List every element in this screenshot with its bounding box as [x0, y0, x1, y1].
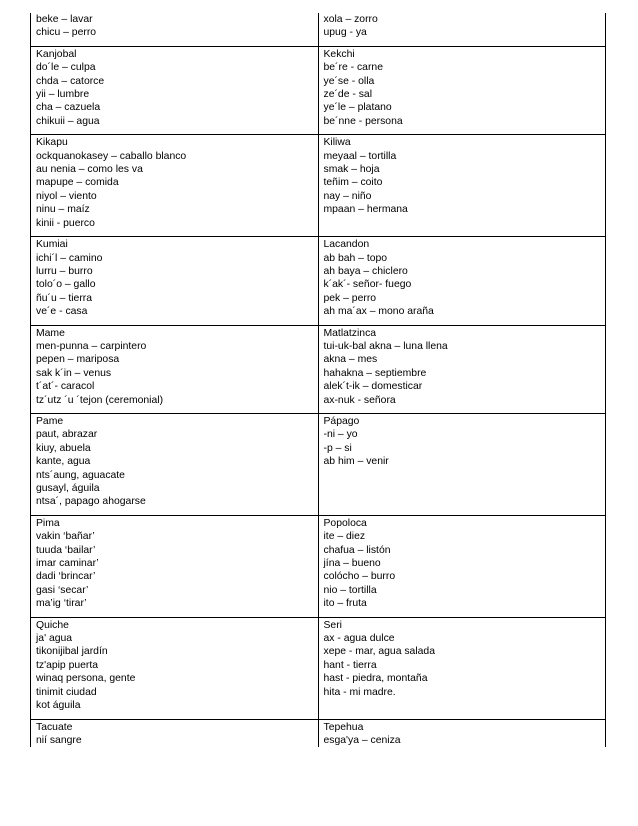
word-entry: cha – cazuela [36, 102, 101, 114]
word-entry: hast - piedra, montaña [323, 673, 428, 685]
word-entry: kiuy, abuela [36, 442, 91, 454]
table-row [31, 237, 606, 325]
word-entry: tolo´o – gallo [36, 279, 96, 291]
word-entry: be´nne - persona [323, 115, 403, 127]
word-entry: niyol – viento [36, 190, 97, 202]
table-row [31, 719, 606, 747]
word-entry: lurru – burro [36, 265, 93, 277]
word-entry: tuuda ‘bailar’ [36, 544, 96, 556]
language-name: Lacandon [323, 239, 370, 251]
language-cell-right [318, 13, 606, 46]
word-entry: upug - ya [323, 27, 367, 39]
word-entry: ja' agua [36, 633, 73, 645]
table-row [31, 617, 606, 719]
word-entry: xola – zorro [323, 14, 378, 25]
word-entry: au nenia – como les va [36, 164, 143, 176]
language-cell-left [31, 515, 319, 617]
word-entry: chicu – perro [36, 27, 97, 39]
word-entry: ntsa´, papago ahogarse [36, 496, 146, 508]
word-entry: nio – tortilla [323, 584, 377, 596]
language-cell-left [31, 237, 319, 325]
language-name: Kiliwa [323, 137, 351, 149]
word-entry: tikonijibal jardín [36, 646, 108, 658]
word-entry: hita - mi madre. [323, 686, 396, 698]
word-entry: pek – perro [323, 292, 377, 304]
word-entry: ah ma´ax – mono araña [323, 306, 434, 318]
word-entry: nay – niño [323, 190, 372, 202]
language-cell-right [318, 617, 606, 719]
word-entry: imar caminar’ [36, 558, 99, 570]
table-row [31, 515, 606, 617]
table-row [31, 413, 606, 515]
word-entry: xepe - mar, agua salada [323, 646, 435, 658]
language-cell-left [31, 325, 319, 413]
word-entry: ze´de - sal [323, 89, 373, 101]
word-entry: sak k´in – venus [36, 367, 112, 379]
language-name: Kanjobal [36, 48, 77, 60]
word-entry: men-punna – carpintero [36, 340, 147, 352]
language-name: Mame [36, 327, 65, 339]
word-entry: ah baya – chiclero [323, 265, 408, 277]
word-entry: k´ak´- señor- fuego [323, 279, 412, 291]
language-cell-right [318, 515, 606, 617]
word-entry: yii – lumbre [36, 89, 90, 101]
word-entry: gusayl, águila [36, 483, 100, 494]
word-entry: paut, abrazar [36, 429, 98, 441]
word-entry: ve´e - casa [36, 306, 88, 318]
word-entry: colócho – burro [323, 571, 396, 583]
language-name: Matlatzinca [323, 327, 377, 339]
table-row [31, 135, 606, 237]
language-cell-left [31, 413, 319, 515]
word-entry: t´at´- caracol [36, 381, 95, 393]
vocabulary-table-body [31, 13, 606, 747]
word-entry: hant - tierra [323, 659, 377, 671]
word-entry: beke – lavar [36, 14, 93, 25]
word-entry: alek´t-ik – domesticar [323, 381, 423, 393]
word-entry: ito – fruta [323, 598, 367, 610]
language-name: Pame [36, 415, 64, 427]
language-cell-left [31, 46, 319, 134]
word-entry: vakin ‘bañar’ [36, 531, 95, 543]
word-entry: chafua – listón [323, 544, 391, 556]
language-name: Kumiai [36, 239, 68, 251]
language-name: Tepehua [323, 721, 364, 733]
word-entry: kante, agua [36, 456, 91, 468]
vocabulary-table [30, 13, 606, 747]
word-entry: do´le – culpa [36, 62, 96, 74]
word-entry: ab bah – topo [323, 252, 388, 264]
word-entry: pepen – mariposa [36, 354, 120, 366]
word-entry: kot águila [36, 700, 81, 712]
language-name: Seri [323, 619, 342, 631]
language-cell-right [318, 46, 606, 134]
word-entry: ichi´l – camino [36, 252, 103, 264]
word-entry: ye´se - olla [323, 75, 375, 87]
word-entry: ax-nuk - señora [323, 394, 396, 406]
language-cell-left [31, 13, 319, 46]
word-entry: gasi ‘secar’ [36, 584, 89, 596]
word-entry: ye´le – platano [323, 102, 392, 114]
word-entry: ñu´u – tierra [36, 292, 93, 304]
language-name: Kekchi [323, 48, 355, 60]
word-entry: nií sangre [36, 734, 82, 746]
word-entry: mpaan – hermana [323, 204, 408, 216]
language-name: Popoloca [323, 517, 367, 529]
language-cell-right [318, 719, 606, 747]
word-entry: smak – hoja [323, 164, 380, 176]
language-cell-right [318, 237, 606, 325]
language-name: Kikapu [36, 137, 68, 149]
language-name: Pima [36, 517, 60, 529]
word-entry: akna – mes [323, 354, 378, 366]
language-cell-left [31, 617, 319, 719]
word-entry: hahakna – septiembre [323, 367, 427, 379]
word-entry: -ni – yo [323, 429, 358, 441]
word-entry: ite – diez [323, 531, 366, 543]
word-entry: tz'apip puerta [36, 659, 99, 671]
language-cell-right [318, 413, 606, 515]
word-entry: chda – catorce [36, 75, 105, 87]
table-row [31, 46, 606, 134]
word-entry: mapupe – comida [36, 177, 119, 189]
word-entry: teñim – coito [323, 177, 383, 189]
word-entry: -p – si [323, 442, 352, 454]
word-entry: winaq persona, gente [36, 673, 136, 685]
word-entry: meyaal – tortilla [323, 150, 397, 162]
word-entry: ma’ig ‘tirar’ [36, 598, 87, 610]
word-entry: nts´aung, aguacate [36, 469, 125, 481]
word-entry: esga'ya – ceniza [323, 734, 401, 746]
word-entry: tz´utz ´u ´tejon (ceremonial) [36, 394, 164, 406]
word-entry: ax - agua dulce [323, 633, 395, 645]
document-page [30, 13, 606, 747]
word-entry: be´re - carne [323, 62, 383, 74]
language-name: Quiche [36, 619, 69, 631]
word-entry: chikuii – agua [36, 115, 100, 127]
word-entry: dadi ‘brincar’ [36, 571, 96, 583]
language-cell-left [31, 135, 319, 237]
language-cell-left [31, 719, 319, 747]
word-entry: tui-uk-bal akna – luna llena [323, 340, 448, 352]
word-entry: kinii - puerco [36, 217, 95, 229]
language-name: Tacuate [36, 721, 73, 733]
word-entry: ninu – maíz [36, 204, 90, 216]
word-entry: ockquanokasey – caballo blanco [36, 150, 187, 162]
language-cell-right [318, 325, 606, 413]
language-cell-right [318, 135, 606, 237]
word-entry: jína – bueno [323, 558, 381, 570]
language-name: Pápago [323, 415, 360, 427]
word-entry: ab him – venir [323, 456, 389, 468]
word-entry: tinimit ciudad [36, 686, 97, 698]
table-row [31, 13, 606, 46]
table-row [31, 325, 606, 413]
